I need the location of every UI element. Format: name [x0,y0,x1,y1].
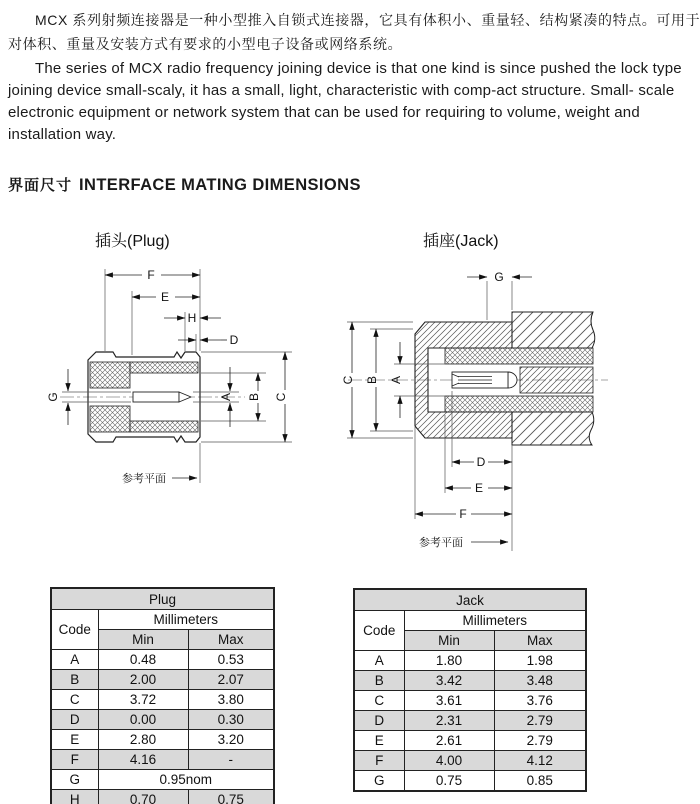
max-cell: 0.53 [188,650,274,670]
min-cell: 4.00 [404,751,494,771]
min-cell: 3.42 [404,671,494,691]
code-cell: D [51,710,98,730]
jack-dim-e: E [474,481,484,495]
max-cell: 0.30 [188,710,274,730]
plug-dim-d: D [229,333,239,347]
max-cell: 0.75 [188,790,274,804]
code-cell: G [51,770,98,790]
table-row [51,690,274,710]
code-cell: E [51,730,98,750]
max-header: Max [494,631,586,651]
unit-header: Millimeters [98,610,274,630]
jack-table [353,588,587,792]
min-cell: 2.80 [98,730,188,750]
table-row [354,751,586,771]
code-cell: A [51,650,98,670]
plug-ref-plane-label: 参考平面 [122,473,166,485]
plug-dim-a: A [219,392,233,402]
min-header: Min [98,630,188,650]
min-cell: 0.48 [98,650,188,670]
plug-dim-b: B [247,392,261,402]
intro-en-line: installation way. [8,126,117,143]
min-cell: 2.00 [98,670,188,690]
plug-caption: 插头(Plug) [95,233,170,250]
unit-header: Millimeters [404,611,586,631]
min-cell: 0.70 [98,790,188,804]
max-cell: 2.07 [188,670,274,690]
plug-dim-f: F [147,268,155,282]
section-heading-en: INTERFACE MATING DIMENSIONS [79,176,361,194]
plug-dim-g: G [46,392,60,402]
jack-diagram [340,255,700,575]
code-cell: E [354,731,404,751]
max-cell: 1.98 [494,651,586,671]
code-header: Code [354,611,404,651]
code-cell: F [354,751,404,771]
jack-dim-b: B [365,375,379,385]
max-cell: 2.79 [494,711,586,731]
section-heading-zh: 界面尺寸 [8,177,73,194]
code-cell: C [51,690,98,710]
code-cell: C [354,691,404,711]
jack-dim-g: G [494,270,504,284]
max-cell: 3.76 [494,691,586,711]
max-cell: - [188,750,274,770]
code-cell: D [354,711,404,731]
max-cell: 2.79 [494,731,586,751]
jack-rear-body [520,367,593,393]
table-row [354,691,586,711]
plug-table-title: Plug [51,588,274,610]
table-row [51,790,274,804]
min-cell: 3.61 [404,691,494,711]
plug-dim-e: E [160,290,170,304]
table-row [51,710,274,730]
plug-table [50,587,275,804]
table-row [354,651,586,671]
jack-dimension-lines [341,270,532,521]
jack-dim-c: C [341,375,355,385]
table-row [51,770,274,790]
table-row [354,771,586,792]
nominal-cell: 0.95nom [98,770,274,790]
jack-dim-a: A [389,375,403,385]
min-cell: 4.16 [98,750,188,770]
code-cell: B [354,671,404,691]
table-title-row [354,589,586,611]
code-cell: G [354,771,404,792]
max-cell: 3.48 [494,671,586,691]
plug-center-pin [133,392,191,402]
intro-en-line: The series of MCX radio frequency joining device is that one kind is since pushed the lock type [35,60,682,77]
table-row [51,650,274,670]
min-cell: 2.31 [404,711,494,731]
jack-table-title: Jack [354,589,586,611]
jack-ref-plane-label: 参考平面 [419,537,463,549]
max-cell: 4.12 [494,751,586,771]
intro-en-line: electronic equipment or network system that can be used for requiring to volume, weight and [8,104,640,121]
table-row [51,730,274,750]
max-cell: 3.80 [188,690,274,710]
code-cell: H [51,790,98,804]
plug-diagram [30,255,330,500]
table-row [354,671,586,691]
jack-caption: 插座(Jack) [423,233,499,250]
jack-ref-plane [419,535,508,549]
code-cell: A [354,651,404,671]
jack-socket-contact [452,372,517,388]
min-cell: 1.80 [404,651,494,671]
min-cell: 0.75 [404,771,494,792]
plug-dimension-lines [46,268,288,442]
table-row [51,670,274,690]
max-header: Max [188,630,274,650]
code-cell: B [51,670,98,690]
intro-paragraph-en [8,58,694,146]
intro-zh-line: 对体积、重量及安装方式有要求的小型电子设备或网络系统。 [8,36,403,52]
intro-paragraph-zh [8,8,700,56]
jack-dim-f: F [459,507,467,521]
max-cell: 0.85 [494,771,586,792]
section-heading [8,174,361,195]
code-header: Code [51,610,98,650]
min-cell: 0.00 [98,710,188,730]
jack-dim-d: D [476,455,486,469]
plug-dim-h: H [187,311,197,325]
code-cell: F [51,750,98,770]
intro-zh-line: MCX 系列射频连接器是一种小型推入自锁式连接器，它具有体积小、重量轻、结构紧凑的特点。可用于 [35,12,700,28]
table-header-row [51,610,274,630]
table-row [51,750,274,770]
min-header: Min [404,631,494,651]
min-cell: 2.61 [404,731,494,751]
intro-en-line: joining device small-scaly, it has a small, light, characteristic with comp-act structure. Small- scale [8,82,675,99]
table-row [354,731,586,751]
table-row [354,711,586,731]
plug-dim-c: C [274,392,288,402]
max-cell: 3.20 [188,730,274,750]
plug-ref-plane [122,471,197,485]
min-cell: 3.72 [98,690,188,710]
table-title-row [51,588,274,610]
table-header-row [354,611,586,631]
